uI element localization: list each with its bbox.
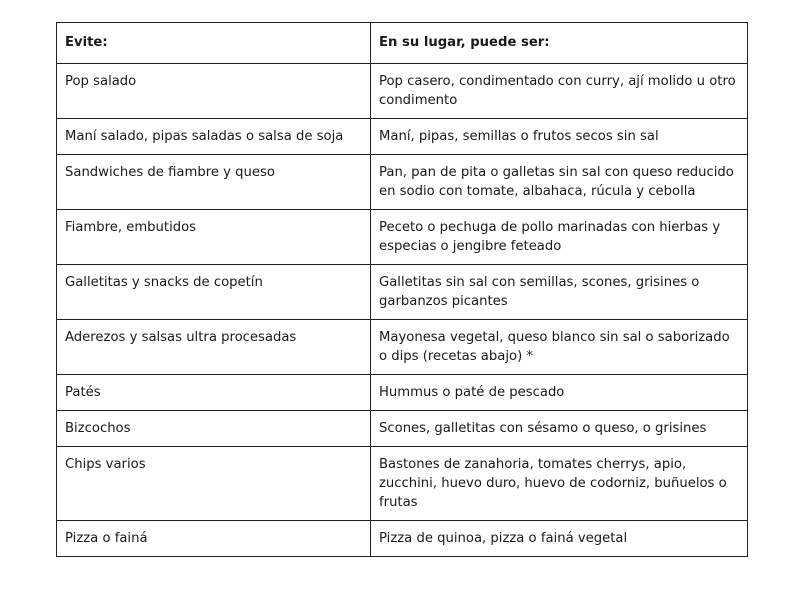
avoid-cell: Maní salado, pipas saladas o salsa de soja [57,119,371,155]
alternative-cell: Hummus o paté de pescado [371,375,748,411]
table-header-row [57,23,748,64]
alternative-cell: Pizza de quinoa, pizza o fainá vegetal [371,521,748,557]
table-row [57,155,748,210]
alternative-cell: Peceto o pechuga de pollo marinadas con hierbas y especias o jengibre feteado [371,210,748,265]
table-row [57,447,748,521]
table-row [57,210,748,265]
substitution-table [56,22,748,557]
table-row [57,521,748,557]
alternative-cell: Scones, galletitas con sésamo o queso, o grisines [371,411,748,447]
avoid-cell: Bizcochos [57,411,371,447]
table-row [57,320,748,375]
alternative-cell: Mayonesa vegetal, queso blanco sin sal o saborizado o dips (recetas abajo) * [371,320,748,375]
table-row [57,375,748,411]
alternative-cell: Bastones de zanahoria, tomates cherrys, apio, zucchini, huevo duro, huevo de codorniz, buñuelos o frutas [371,447,748,521]
alternative-cell: Maní, pipas, semillas o frutos secos sin sal [371,119,748,155]
table-row [57,64,748,119]
avoid-cell: Pizza o fainá [57,521,371,557]
avoid-cell: Chips varios [57,447,371,521]
avoid-cell: Fiambre, embutidos [57,210,371,265]
avoid-cell: Sandwiches de fiambre y queso [57,155,371,210]
table-row [57,119,748,155]
alternative-cell: Galletitas sin sal con semillas, scones, grisines o garbanzos picantes [371,265,748,320]
avoid-cell: Patés [57,375,371,411]
avoid-cell: Galletitas y snacks de copetín [57,265,371,320]
header-avoid: Evite: [57,23,371,64]
alternative-cell: Pop casero, condimentado con curry, ají molido u otro condimento [371,64,748,119]
avoid-cell: Pop salado [57,64,371,119]
table-row [57,265,748,320]
avoid-cell: Aderezos y salsas ultra procesadas [57,320,371,375]
table-row [57,411,748,447]
header-instead: En su lugar, puede ser: [371,23,748,64]
alternative-cell: Pan, pan de pita o galletas sin sal con queso reducido en sodio con tomate, albahaca, rúcula y cebolla [371,155,748,210]
